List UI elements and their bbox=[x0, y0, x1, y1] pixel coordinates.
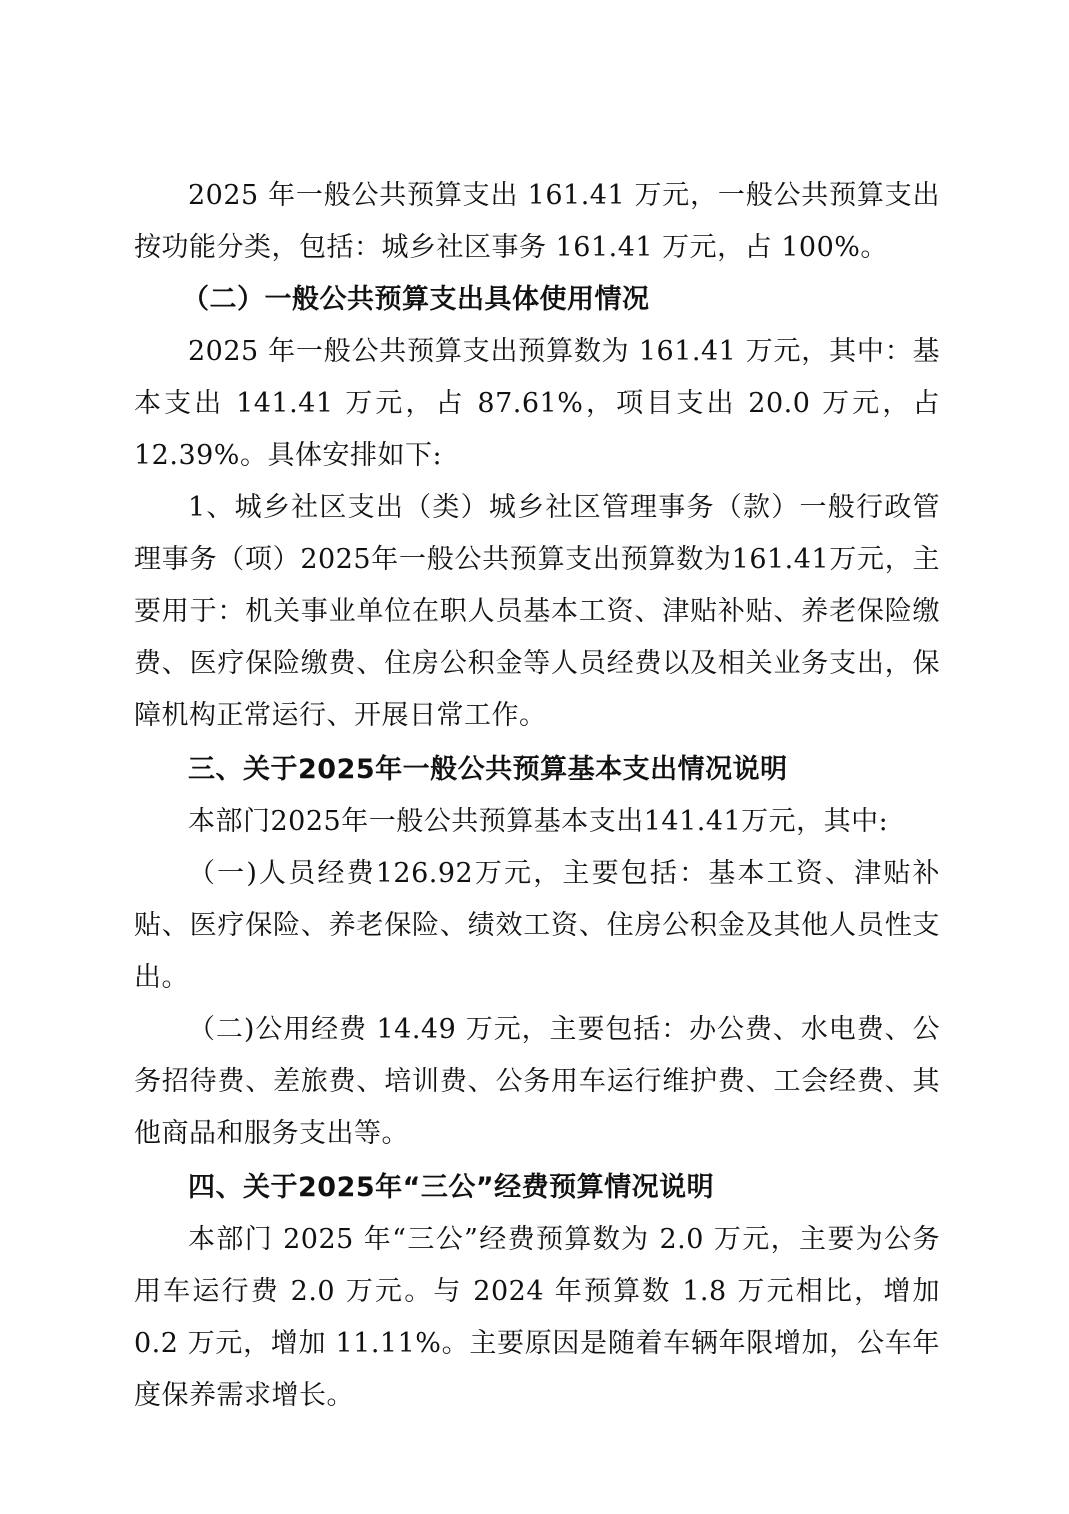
document-body bbox=[134, 170, 940, 1422]
paragraph-three-public-expenses-detail: 本部门 2025 年“三公”经费预算数为 2.0 万元，主要为公务用车运行费 2.0 万元。与 2024 年预算数 1.8 万元相比，增加 0.2 万元，增加 11.11%。主要原因是随着车辆年限增加，公车年度保养需求增长。 bbox=[134, 1224, 940, 1411]
paragraph-general-expenditure-summary: 2025 年一般公共预算支出 161.41 万元，一般公共预算支出按功能分类，包括：城乡社区事务 161.41 万元，占 100%。 bbox=[134, 180, 940, 263]
paragraph-public-expenses: （二)公用经费 14.49 万元，主要包括：办公费、水电费、公务招待费、差旅费、培训费、公务用车运行维护费、工会经费、其他商品和服务支出等。 bbox=[134, 1014, 940, 1149]
heading-basic-expenditure: 三、关于2025年一般公共预算基本支出情况说明 bbox=[188, 754, 788, 785]
paragraph-personnel-expenses: （一)人员经费126.92万元，主要包括：基本工资、津贴补贴、医疗保险、养老保险、绩效工资、住房公积金及其他人员性支出。 bbox=[134, 858, 940, 993]
paragraph-community-affairs-item: 1、城乡社区支出（类）城乡社区管理事务（款）一般行政管理事务（项）2025年一般公共预算支出预算数为161.41万元，主要用于：机关事业单位在职人员基本工资、津贴补贴、养老保险缴费、医疗保险缴费、住房公积金等人员经费以及相关业务支出，保障机构正常运行、开展日常工作。 bbox=[134, 492, 940, 731]
paragraph-expenditure-breakdown: 2025 年一般公共预算支出预算数为 161.41 万元，其中：基本支出 141.41 万元，占 87.61%，项目支出 20.0 万元，占 12.39%。具体安排如下: bbox=[134, 336, 940, 471]
sub-heading-expenditure-usage: （二）一般公共预算支出具体使用情况 bbox=[182, 284, 650, 315]
paragraph-basic-expenditure-total: 本部门2025年一般公共预算基本支出141.41万元，其中: bbox=[188, 806, 889, 837]
heading-three-public-expenses: 四、关于2025年“三公”经费预算情况说明 bbox=[188, 1172, 715, 1203]
